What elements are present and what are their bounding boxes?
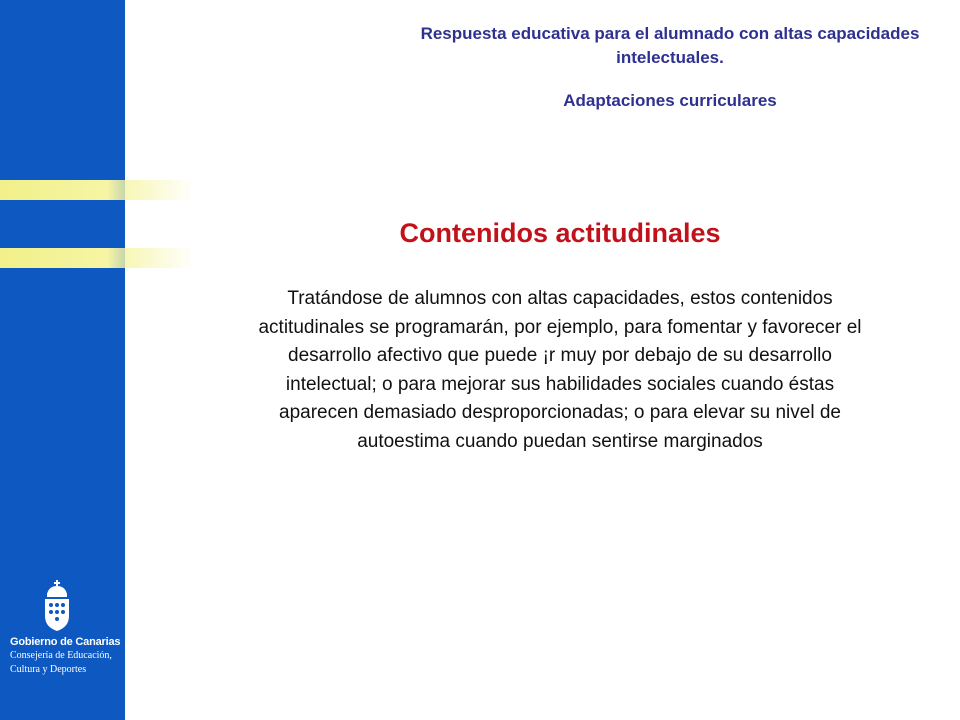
logo-dept-line1: Consejería de Educación, — [10, 650, 112, 661]
logo-dept-line2: Cultura y Deportes — [10, 664, 87, 675]
body-paragraph: Tratándose de alumnos con altas capacidades, estos contenidos actitudinales se programarán, por ejemplo, para fomentar y favorecer el desarrollo afectivo que puede ¡r muy por debajo de su desarrollo intelectual; o para mejorar sus habilidades sociales cuando éstas aparecen demasiado desproporcionadas; o para elevar su nivel de autoestima cuando puedan sentirse marginados — [258, 288, 862, 452]
slide-subtitle: Adaptaciones curriculares — [563, 91, 777, 110]
yellow-stripe-lower — [0, 248, 195, 268]
coat-of-arms-icon — [39, 580, 75, 632]
logo-name: Gobierno de Canarias — [10, 636, 121, 648]
gobierno-canarias-logo — [10, 580, 120, 676]
slide-title: Respuesta educativa para el alumnado con altas capacidades intelectuales. — [420, 24, 920, 67]
yellow-stripe-upper — [0, 180, 195, 200]
section-heading: Contenidos actitudinales — [399, 218, 721, 248]
